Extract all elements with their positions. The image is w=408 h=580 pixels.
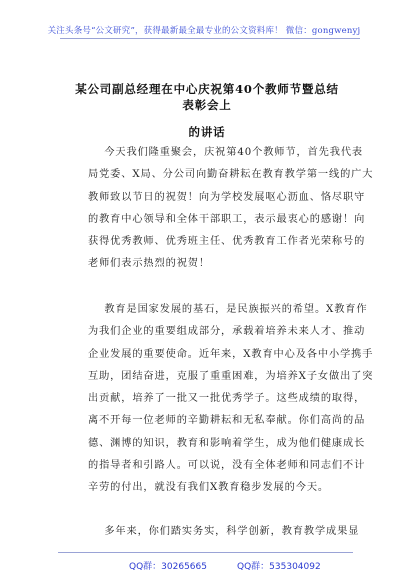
paragraph-line: 教育是国家发展的基石，是民族振兴的希望。X教育作 (104, 304, 368, 315)
document-title-line-1: 某公司副总经理在中心庆祝第40个教师节暨总结表彰会上 (75, 82, 339, 112)
header-divider (60, 38, 360, 39)
paragraph-line: 获得优秀教师、优秀班主任、优秀教育工作者光荣称号的 (88, 236, 366, 248)
paragraph-2 (88, 299, 374, 500)
paragraph-line: 的指导者和引路人。可以说，没有全体老师和同志们不计 (88, 460, 366, 472)
paragraph-line: 今天我们隆重聚会，庆祝第40个教师节，首先我代表 (104, 147, 363, 158)
paragraph-line: 离不开每一位老师的辛勤耕耘和无私奉献。你们高尚的品 (88, 415, 366, 427)
footer-qq-group-1: QQ群：30265665 (129, 562, 207, 572)
paragraph-line: 教师致以节日的祝贺！向为学校发展呕心沥血、恪尽职守 (88, 191, 366, 203)
paragraph-line: 辛劳的付出，就没有我们X教育稳步发展的今天。 (88, 482, 329, 494)
paragraph-line: 多年来，你们踏实务实，科学创新，教育教学成果显 (104, 526, 360, 537)
footer (0, 559, 408, 575)
paragraph-line: 的教育中心领导和全体干部职工，表示最衷心的感谢！向 (88, 213, 366, 225)
footer-qq-group-2: QQ群：535304092 (237, 562, 321, 572)
paragraph-3 (88, 521, 360, 543)
paragraph-line: 出贡献，培养了一批又一批优秀学子。这些成绩的取得， (88, 393, 366, 405)
header-promo-text: 关注头条号“公文研究”，获得最新最全最专业的公文资料库！ 微信：gongwenyj (47, 26, 361, 36)
paragraph-1 (88, 142, 374, 276)
paragraph-line: 为我们企业的重要组成部分，承载着培养未来人才、推动 (88, 326, 366, 338)
footer-divider (58, 552, 353, 553)
paragraph-line: 德、渊博的知识，教育和影响着学生，成为他们健康成长 (88, 437, 366, 449)
paragraph-line: 老师们表示热烈的祝贺！ (88, 258, 210, 270)
paragraph-line: 互助，团结奋进，克服了重重困难，为培养X子女做出了突 (88, 370, 374, 382)
paragraph-line: 局党委、X局、分公司向勤奋耕耘在教育教学第一线的广大 (88, 169, 374, 181)
paragraph-line: 企业发展的重要使命。近年来，X教育中心及各中小学携手 (88, 348, 374, 360)
document-title-line-2: 的讲话 (188, 125, 226, 139)
